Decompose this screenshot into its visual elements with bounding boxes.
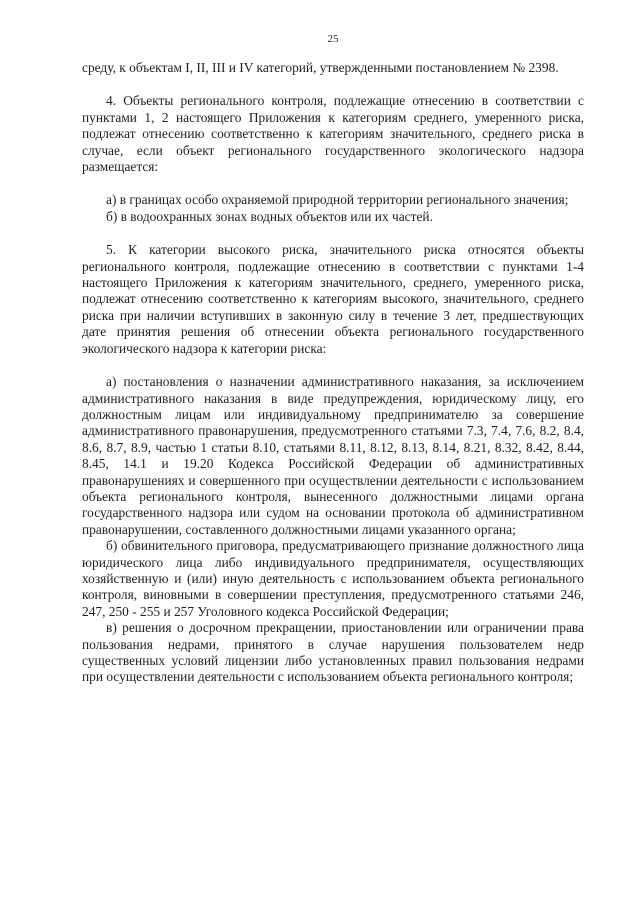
- subitem-b-water-protection-zones: б) в водоохранных зонах водных объектов или их частей.: [106, 208, 433, 224]
- paragraph-item-5: 5. К категории высокого риска, значительного риска относятся объекты регионального контроля, подлежащие отнесению в соответствии с пунктами 1-4 настоящего Приложения к категориям значительного, среднего, умеренного риска, подлежат отнесению соответственно к категориям высокого, значительного, среднего риска при наличии вступивших в законную силу в течение 3 лет, предшествующих дате принятия решения об отнесении объекта регионального государственного экологического надзора к категории риска:: [82, 242, 584, 356]
- paragraph-item-4: 4. Объекты регионального контроля, подлежащие отнесению в соответствии с пунктами 1, 2 настоящего Приложения к категориям среднего, умеренного риска, подлежат отнесению соответственно к категориям значительного, среднего риска в случае, если объект регионального государственного экологического надзора размещается:: [82, 93, 584, 175]
- subitem-a-protected-territory: а) в границах особо охраняемой природной территории регионального значения;: [106, 192, 569, 208]
- page-number: 25: [327, 33, 339, 45]
- subitem-b-guilty-verdict: б) обвинительного приговора, предусматривающего признание должностного лица юридического лица либо индивидуального предпринимателя, осуществляющих хозяйственную и (или) иную деятельность с использованием объекта регионального контроля, виновными в совершении преступления, предусмотренного статьями 246, 247, 250 - 255 и 257 Уголовного кодекса Российской Федерации;: [82, 538, 584, 619]
- subitem-c-subsoil-use-decision: в) решения о досрочном прекращении, приостановлении или ограничении права пользования недрами, принятого в случае нарушения пользователем недр существенных условий лицензии либо установленных правил пользования недрами при осуществлении деятельности с использованием объекта регионального контроля;: [82, 620, 584, 685]
- document-page: [82, 33, 584, 686]
- subitem-a-administrative-penalty: а) постановления о назначении административного наказания, за исключением административного наказания в виде предупреждения, юридическому лицу, его должностным лицам или индивидуальному предпринимателю за совершение административного правонарушения, предусмотренного статьями 7.3, 7.4, 7.6, 8.2, 8.4, 8.6, 8.7, 8.9, частью 1 статьи 8.10, статьями 8.11, 8.12, 8.13, 8.14, 8.21, 8.32, 8.42, 8.44, 8.45, 14.1 и 19.20 Кодекса Российской Федерации об административных правонарушениях и совершенного при осуществлении деятельности с использованием объекта регионального контроля, вынесенного должностными лицами органа государственного надзора или судом на основании протокола об административном правонарушении, составленного должностными лицами указанного органа;: [82, 374, 584, 537]
- paragraph-continuation: среду, к объектам I, II, III и IV категорий, утвержденными постановлением № 2398.: [82, 60, 559, 75]
